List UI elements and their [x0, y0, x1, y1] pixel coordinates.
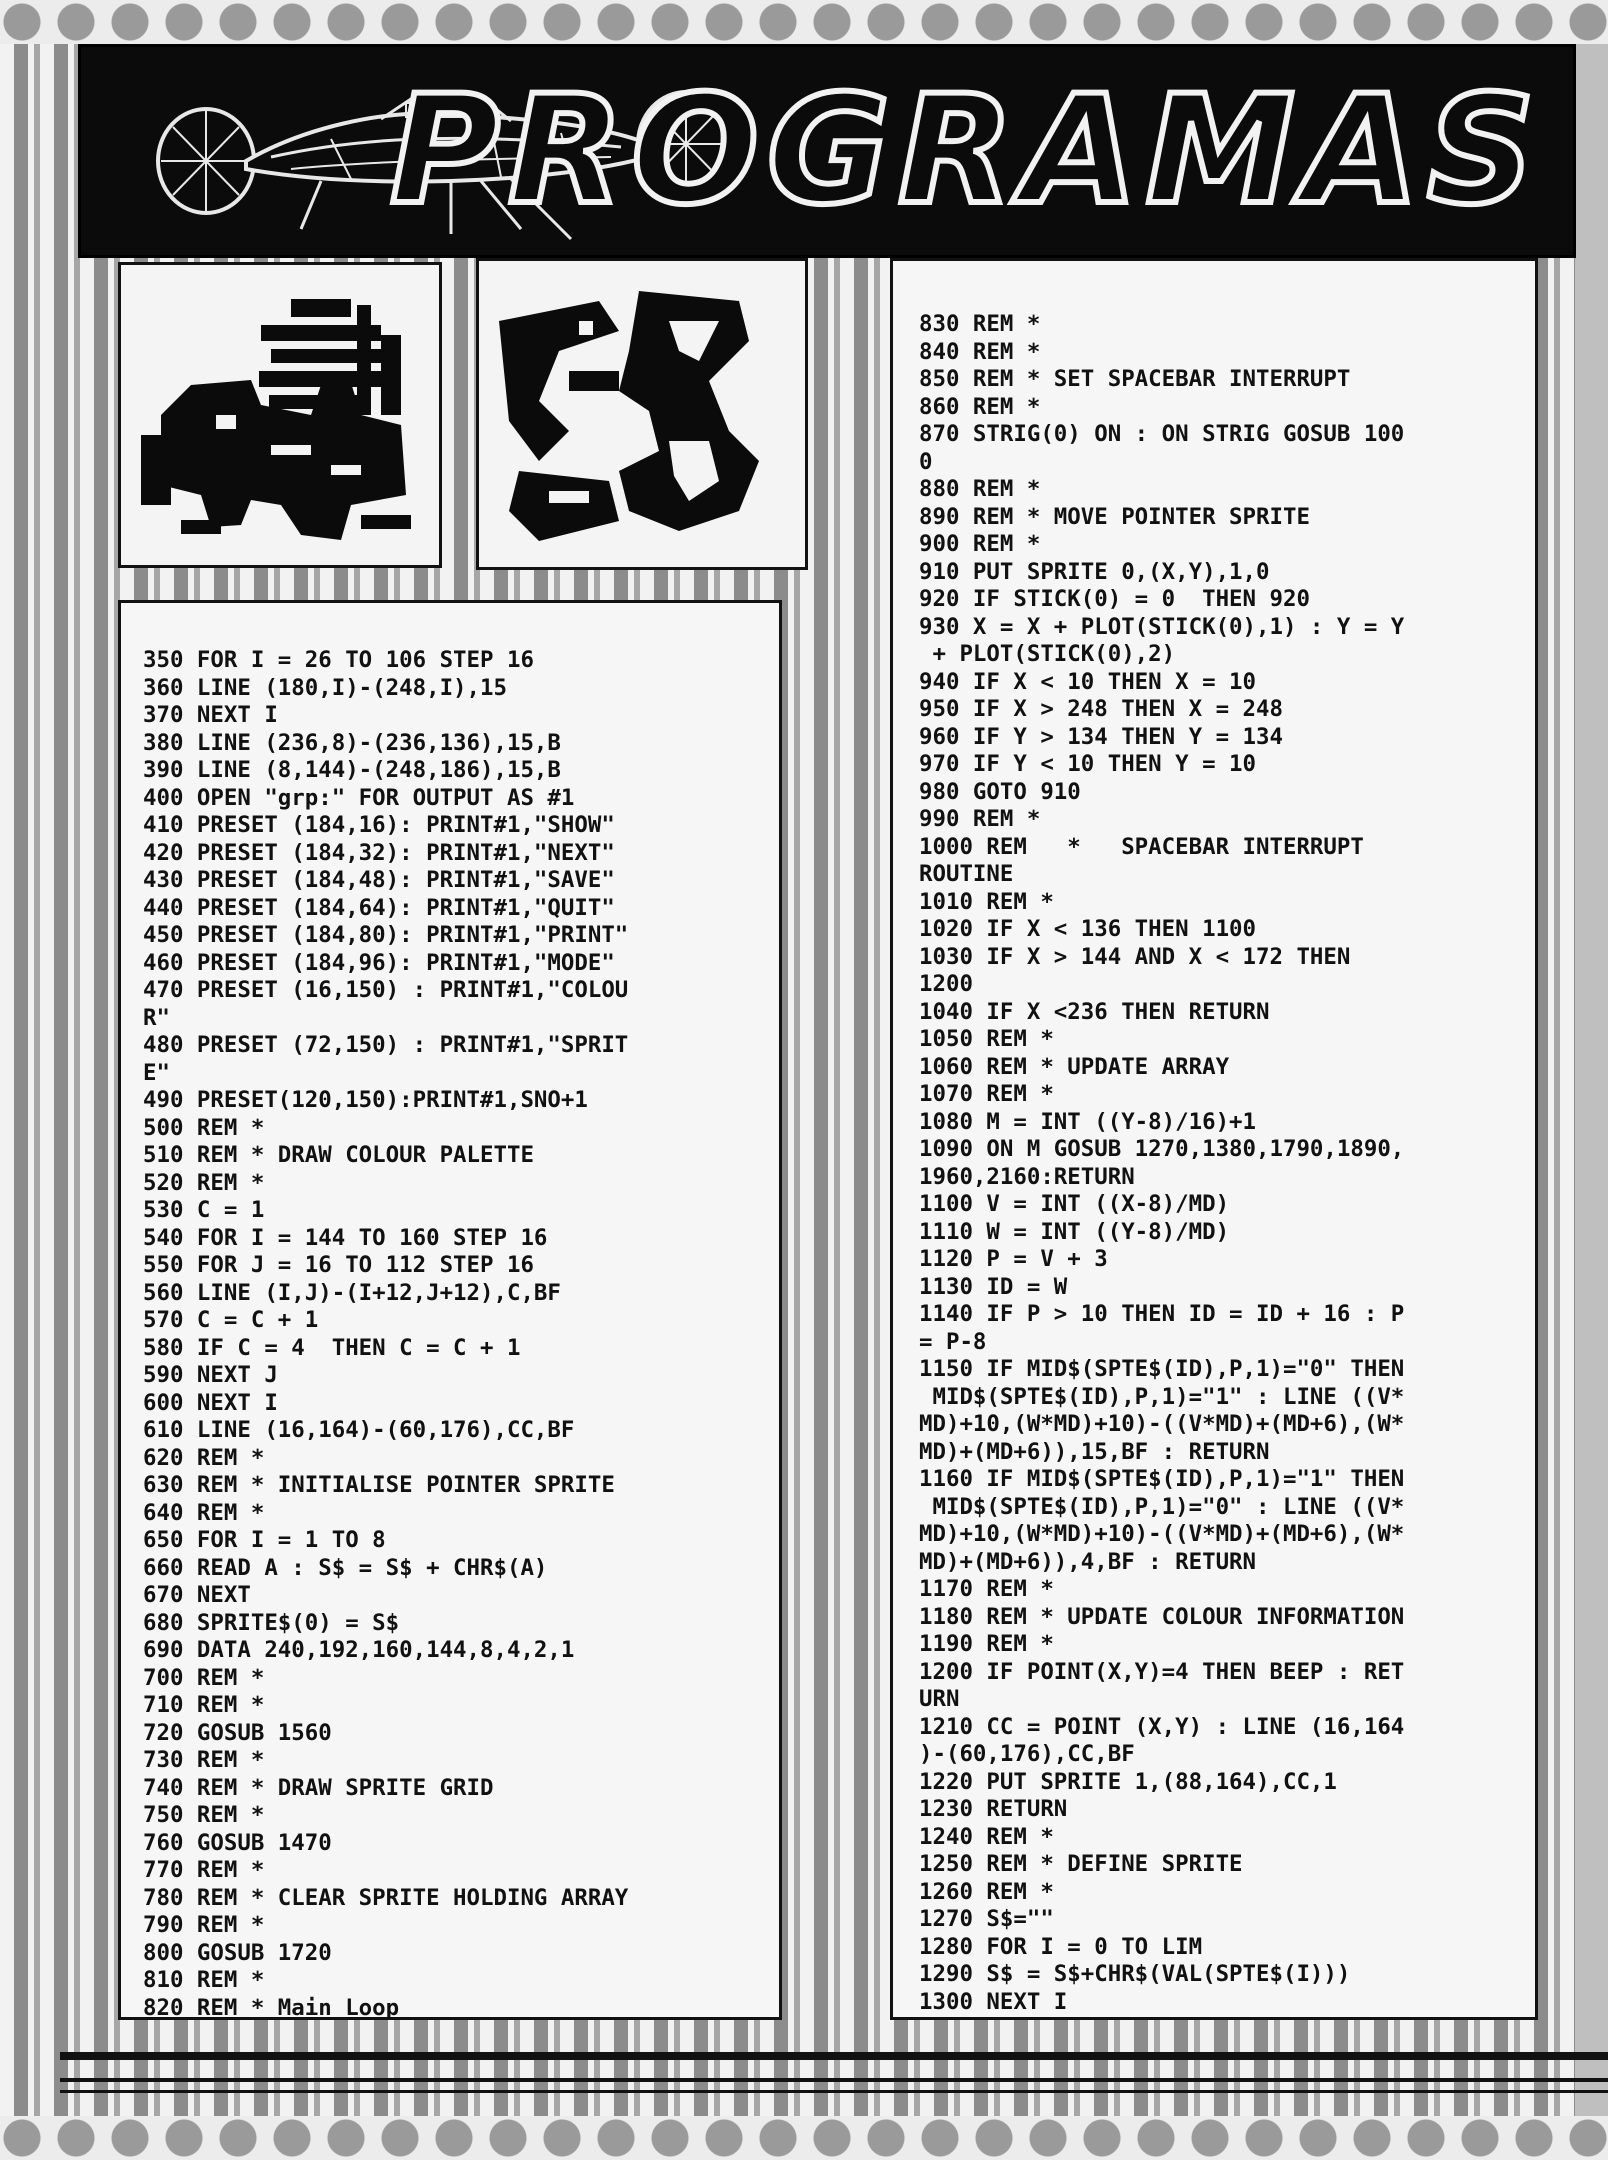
code-line: ROUTINE — [919, 861, 1014, 887]
code-line: 860 REM * — [919, 393, 1041, 420]
code-line: 1260 REM * — [919, 1878, 1054, 1905]
code-line: + PLOT(STICK(0),2) — [919, 641, 1176, 667]
bottom-rule — [60, 2052, 1608, 2082]
code-line: 470 PRESET (16,150) : PRINT#1,"COLOU — [143, 977, 629, 1003]
code-line: 1040 IF X <236 THEN RETURN — [919, 998, 1270, 1025]
code-line: 990 REM * — [919, 806, 1041, 832]
code-line: 1960,2160:RETURN — [919, 1163, 1135, 1190]
code-line: 980 GOTO 910 — [919, 778, 1081, 805]
lion-sprite-bitmap-icon — [121, 265, 439, 565]
code-line: E" — [143, 1059, 170, 1086]
code-line: 820 REM * Main Loop — [143, 1994, 400, 2021]
code-line: 830 REM * — [919, 311, 1041, 337]
code-line: 1240 REM * — [919, 1823, 1054, 1850]
code-line: 580 IF C = 4 THEN C = C + 1 — [143, 1334, 521, 1361]
code-line: 570 C = C + 1 — [143, 1307, 319, 1333]
code-line: 1200 IF POINT(X,Y)=4 THEN BEEP : RET — [919, 1658, 1405, 1685]
code-line: 790 REM * — [143, 1912, 265, 1938]
code-line: 610 LINE (16,164)-(60,176),CC,BF — [143, 1417, 575, 1443]
code-line: MD)+(MD+6)),4,BF : RETURN — [919, 1548, 1257, 1575]
code-line: 900 REM * — [919, 531, 1041, 557]
code-line: 870 STRIG(0) ON : ON STRIG GOSUB 100 — [919, 421, 1405, 447]
code-line: 1280 FOR I = 0 TO LIM — [919, 1933, 1203, 1960]
code-line: 550 FOR J = 16 TO 112 STEP 16 — [143, 1252, 534, 1278]
code-line: 620 REM * — [143, 1444, 265, 1471]
code-line: 1190 REM * — [919, 1631, 1054, 1657]
code-line: MD)+(MD+6)),15,BF : RETURN — [919, 1438, 1270, 1465]
code-line: 720 GOSUB 1560 — [143, 1719, 332, 1746]
code-line: 940 IF X < 10 THEN X = 10 — [919, 668, 1257, 695]
code-line: 1090 ON M GOSUB 1270,1380,1790,1890, — [919, 1136, 1405, 1162]
code-line: 700 REM * — [143, 1664, 265, 1691]
code-line: 650 FOR I = 1 TO 8 — [143, 1527, 386, 1553]
code-line: 1000 REM * SPACEBAR INTERRUPT — [919, 833, 1364, 860]
code-line: 1200 — [919, 971, 973, 997]
code-line: 1140 IF P > 10 THEN ID = ID + 16 : P — [919, 1301, 1405, 1327]
code-line: 930 X = X + PLOT(STICK(0),1) : Y = Y — [919, 613, 1405, 640]
code-line: 840 REM * — [919, 338, 1041, 365]
code-line: 690 DATA 240,192,160,144,8,4,2,1 — [143, 1637, 575, 1663]
code-line: 480 PRESET (72,150) : PRINT#1,"SPRIT — [143, 1032, 629, 1058]
code-line: 1150 IF MID$(SPTE$(ID),P,1)="0" THEN — [919, 1356, 1405, 1382]
sprite-image-box-2 — [476, 258, 808, 570]
code-line: 660 READ A : S$ = S$ + CHR$(A) — [143, 1554, 548, 1581]
code-line: 520 REM * — [143, 1169, 265, 1196]
code-line: 510 REM * DRAW COLOUR PALETTE — [143, 1142, 534, 1168]
code-line: 1270 S$="" — [919, 1906, 1054, 1932]
code-line: = P-8 — [919, 1328, 987, 1355]
sprite-image-box-1 — [118, 262, 442, 568]
code-line: 1300 NEXT I — [919, 1988, 1068, 2015]
code-line: 1290 S$ = S$+CHR$(VAL(SPTE$(I))) — [919, 1961, 1351, 1987]
code-line: 910 PUT SPRITE 0,(X,Y),1,0 — [919, 558, 1270, 585]
left-code-listing — [143, 647, 628, 2022]
code-line: 1160 IF MID$(SPTE$(ID),P,1)="1" THEN — [919, 1466, 1405, 1492]
code-line: 420 PRESET (184,32): PRINT#1,"NEXT" — [143, 839, 615, 866]
code-line: 490 PRESET(120,150):PRINT#1,SNO+1 — [143, 1087, 588, 1113]
code-line: 710 REM * — [143, 1692, 265, 1718]
code-line: 960 IF Y > 134 THEN Y = 134 — [919, 723, 1283, 750]
code-line: 630 REM * INITIALISE POINTER SPRITE — [143, 1472, 615, 1498]
code-line: 1110 W = INT ((Y-8)/MD) — [919, 1218, 1230, 1245]
code-line: 1220 PUT SPRITE 1,(88,164),CC,1 — [919, 1768, 1337, 1795]
code-line: 950 IF X > 248 THEN X = 248 — [919, 696, 1283, 722]
left-code-panel — [118, 600, 782, 2020]
code-line: 1010 REM * — [919, 888, 1054, 915]
code-line: 800 GOSUB 1720 — [143, 1939, 332, 1966]
code-line: 730 REM * — [143, 1747, 265, 1773]
code-line: 380 LINE (236,8)-(236,136),15,B — [143, 729, 561, 756]
code-line: 530 C = 1 — [143, 1197, 265, 1223]
code-line: 350 FOR I = 26 TO 106 STEP 16 — [143, 647, 534, 673]
code-line: 430 PRESET (184,48): PRINT#1,"SAVE" — [143, 867, 615, 893]
code-line: 1120 P = V + 3 — [919, 1246, 1108, 1272]
page-title: PROGRAMAS — [389, 64, 1543, 238]
code-line: MID$(SPTE$(ID),P,1)="1" : LINE ((V* — [919, 1383, 1405, 1410]
code-line: 1250 REM * DEFINE SPRITE — [919, 1851, 1243, 1877]
code-line: 540 FOR I = 144 TO 160 STEP 16 — [143, 1224, 548, 1251]
code-line: R" — [143, 1004, 170, 1031]
code-line: 970 IF Y < 10 THEN Y = 10 — [919, 751, 1257, 777]
code-line: 850 REM * SET SPACEBAR INTERRUPT — [919, 366, 1351, 392]
bottom-rule-thin — [60, 2090, 1608, 2093]
code-line: MD)+10,(W*MD)+10)-((V*MD)+(MD+6),(W* — [919, 1521, 1405, 1547]
code-line: 1180 REM * UPDATE COLOUR INFORMATION — [919, 1603, 1405, 1630]
code-line: 0 — [919, 448, 933, 475]
code-line: 1170 REM * — [919, 1576, 1054, 1602]
code-line: 360 LINE (180,I)-(248,I),15 — [143, 674, 507, 701]
code-line: 410 PRESET (184,16): PRINT#1,"SHOW" — [143, 812, 615, 838]
code-line: 920 IF STICK(0) = 0 THEN 920 — [919, 586, 1310, 612]
code-line: 770 REM * — [143, 1857, 265, 1883]
code-line: 1070 REM * — [919, 1081, 1054, 1107]
right-code-panel — [890, 258, 1538, 2020]
dragon-sprite-bitmap-icon — [479, 261, 805, 567]
code-line: 440 PRESET (184,64): PRINT#1,"QUIT" — [143, 894, 615, 921]
code-line: 390 LINE (8,144)-(248,186),15,B — [143, 757, 561, 783]
code-line: MD)+10,(W*MD)+10)-((V*MD)+(MD+6),(W* — [919, 1411, 1405, 1437]
code-line: 1030 IF X > 144 AND X < 172 THEN — [919, 943, 1351, 970]
code-line: 560 LINE (I,J)-(I+12,J+12),C,BF — [143, 1279, 561, 1306]
code-line: 760 GOSUB 1470 — [143, 1829, 332, 1856]
code-line: 750 REM * — [143, 1802, 265, 1828]
code-line: 1230 RETURN — [919, 1796, 1068, 1822]
code-line: 1080 M = INT ((Y-8)/16)+1 — [919, 1108, 1257, 1135]
code-line: 590 NEXT J — [143, 1362, 278, 1388]
code-line: 1100 V = INT ((X-8)/MD) — [919, 1191, 1230, 1217]
right-code-listing — [919, 311, 1404, 2016]
code-line: URN — [919, 1686, 960, 1712]
code-line: 450 PRESET (184,80): PRINT#1,"PRINT" — [143, 922, 629, 948]
code-line: 680 SPRITE$(0) = S$ — [143, 1609, 400, 1636]
page-edge — [1575, 0, 1608, 2160]
code-line: 890 REM * MOVE POINTER SPRITE — [919, 503, 1310, 530]
code-line: 780 REM * CLEAR SPRITE HOLDING ARRAY — [143, 1884, 629, 1911]
code-line: 370 NEXT I — [143, 702, 278, 728]
code-line: 1060 REM * UPDATE ARRAY — [919, 1053, 1230, 1080]
code-line: 500 REM * — [143, 1114, 265, 1141]
code-line: 1210 CC = POINT (X,Y) : LINE (16,164 — [919, 1713, 1405, 1740]
code-line: 400 OPEN "grp:" FOR OUTPUT AS #1 — [143, 784, 575, 811]
code-line: 810 REM * — [143, 1967, 265, 1993]
code-line: 740 REM * DRAW SPRITE GRID — [143, 1774, 494, 1801]
header-banner — [78, 44, 1576, 258]
code-line: 600 NEXT I — [143, 1389, 278, 1416]
bottom-dot-border — [0, 2116, 1608, 2160]
code-line: 1050 REM * — [919, 1026, 1054, 1052]
code-line: 880 REM * — [919, 476, 1041, 502]
code-line: MID$(SPTE$(ID),P,1)="0" : LINE ((V* — [919, 1493, 1405, 1520]
code-line: 1020 IF X < 136 THEN 1100 — [919, 916, 1257, 942]
code-line: )-(60,176),CC,BF — [919, 1741, 1135, 1767]
code-line: 670 NEXT — [143, 1582, 251, 1608]
code-line: 460 PRESET (184,96): PRINT#1,"MODE" — [143, 949, 615, 976]
top-dot-border — [0, 0, 1608, 44]
code-line: 1130 ID = W — [919, 1273, 1068, 1300]
code-line: 640 REM * — [143, 1499, 265, 1526]
